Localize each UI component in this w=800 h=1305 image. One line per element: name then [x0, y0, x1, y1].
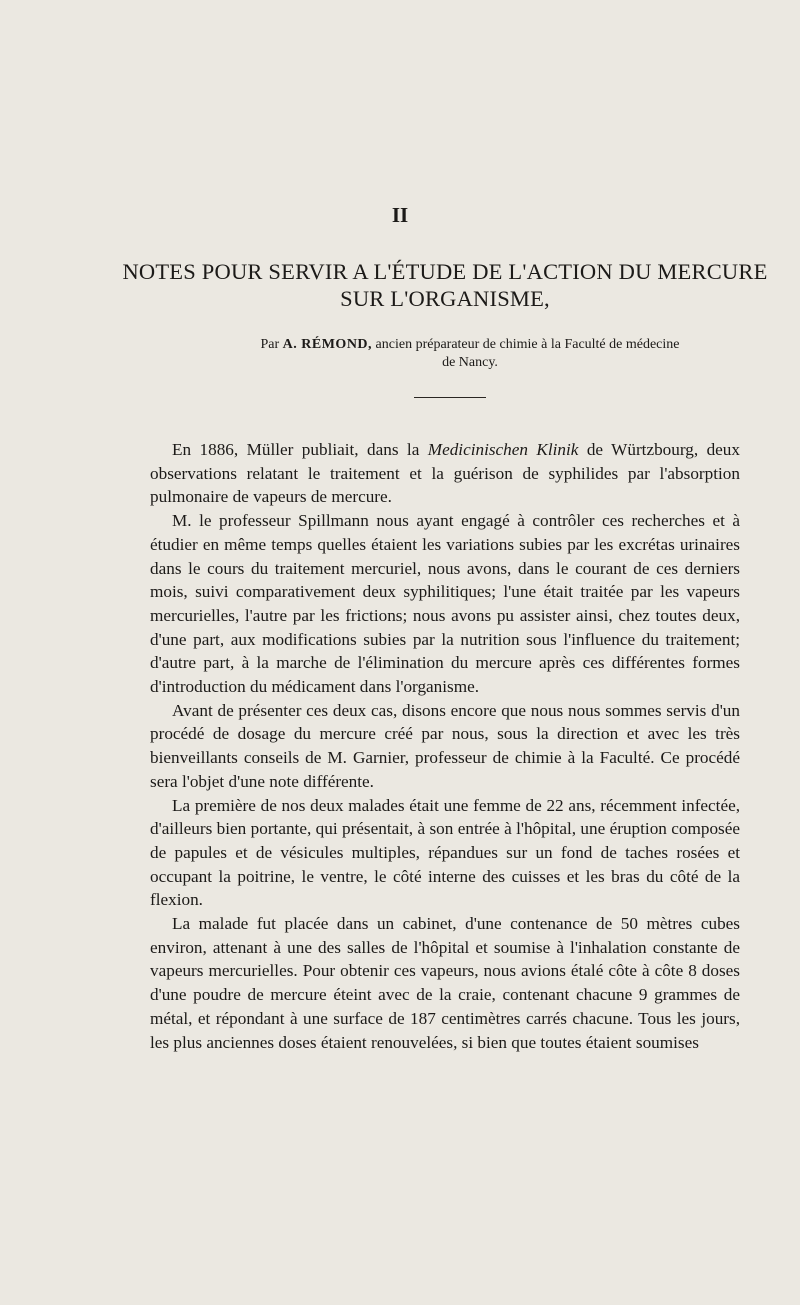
separator-rule — [414, 397, 486, 398]
byline — [150, 336, 790, 372]
affiliation-line-1: ancien préparateur de chimie à la Faculté de médecine — [375, 337, 680, 352]
article-title — [100, 258, 790, 312]
paragraph — [150, 438, 740, 509]
journal-title: Medicinischen Klinik — [427, 440, 579, 459]
byline-prefix: Par — [260, 337, 280, 352]
paragraph: Avant de présenter ces deux cas, disons encore que nous nous sommes servis d'un procédé de dosage du mercure créé par nous, sous la direction et avec les très bienveillants conseils de M. Garnier, professeur de chimie à la Faculté. Ce procédé sera l'objet d'une note différente. — [150, 700, 740, 791]
paragraph: M. le professeur Spillmann nous ayant engagé à contrôler ces recherches et à étudier en même temps quelles étaient les variations subies par les excrétas urinaires dans le cours du traitement mercuriel, nous avons, dans le courant de ces derniers mois, suivi comparativement deux syphilitiques; l'une était traitée par les vapeurs mercurielles, l'autre par les frictions; nous avons pu assister ainsi, chez toutes deux, d'une part, aux modifications subies par la nutrition sous l'influence du traitement; d'autre part, à la marche de l'élimination du mercure après ces différentes formes d'introduction du médicament dans l'organisme. — [150, 511, 740, 697]
affiliation-line-2: de Nancy. — [442, 355, 498, 370]
paragraph: La malade fut placée dans un cabinet, d'une contenance de 50 mètres cubes environ, attenant à une des salles de l'hôpital et soumise à l'inhalation constante de vapeurs mercurielles. Pour obtenir ces vapeurs, nous avions étalé côte à côte 8 doses d'une poudre de mercure éteint avec de la craie, contenant chacune 9 grammes de métal, et répondant à une surface de 187 centimètres carrés chacune. Tous les jours, les plus anciennes doses étaient renouvelées, si bien que toutes étaient soumises — [150, 914, 740, 1052]
paragraph-text: de Würtzbourg, deux observations relatant le traitement et la guérison de syphilides par l'absorption pulmonaire de vapeurs de mercure. — [150, 440, 740, 507]
title-line-1: NOTES POUR SERVIR A L'ÉTUDE DE L'ACTION DU MERCURE — [122, 259, 768, 284]
article-body — [150, 438, 740, 1054]
byline-line-1 — [150, 336, 790, 354]
title-line-2: SUR L'ORGANISME, — [340, 286, 550, 311]
paragraph: La première de nos deux malades était une femme de 22 ans, récemment infectée, d'ailleurs bien portante, qui présentait, à son entrée à l'hôpital, une éruption composée de papules et de vésicules multiples, répandues sur un fond de taches rosées et occupant la poitrine, le ventre, le côté interne des cuisses et les bras du côté de la flexion. — [150, 795, 740, 910]
author-name: A. RÉMOND, — [282, 337, 373, 352]
section-number: II — [391, 203, 409, 227]
paragraph-text: En 1886, Müller publiait, dans la — [172, 440, 428, 459]
